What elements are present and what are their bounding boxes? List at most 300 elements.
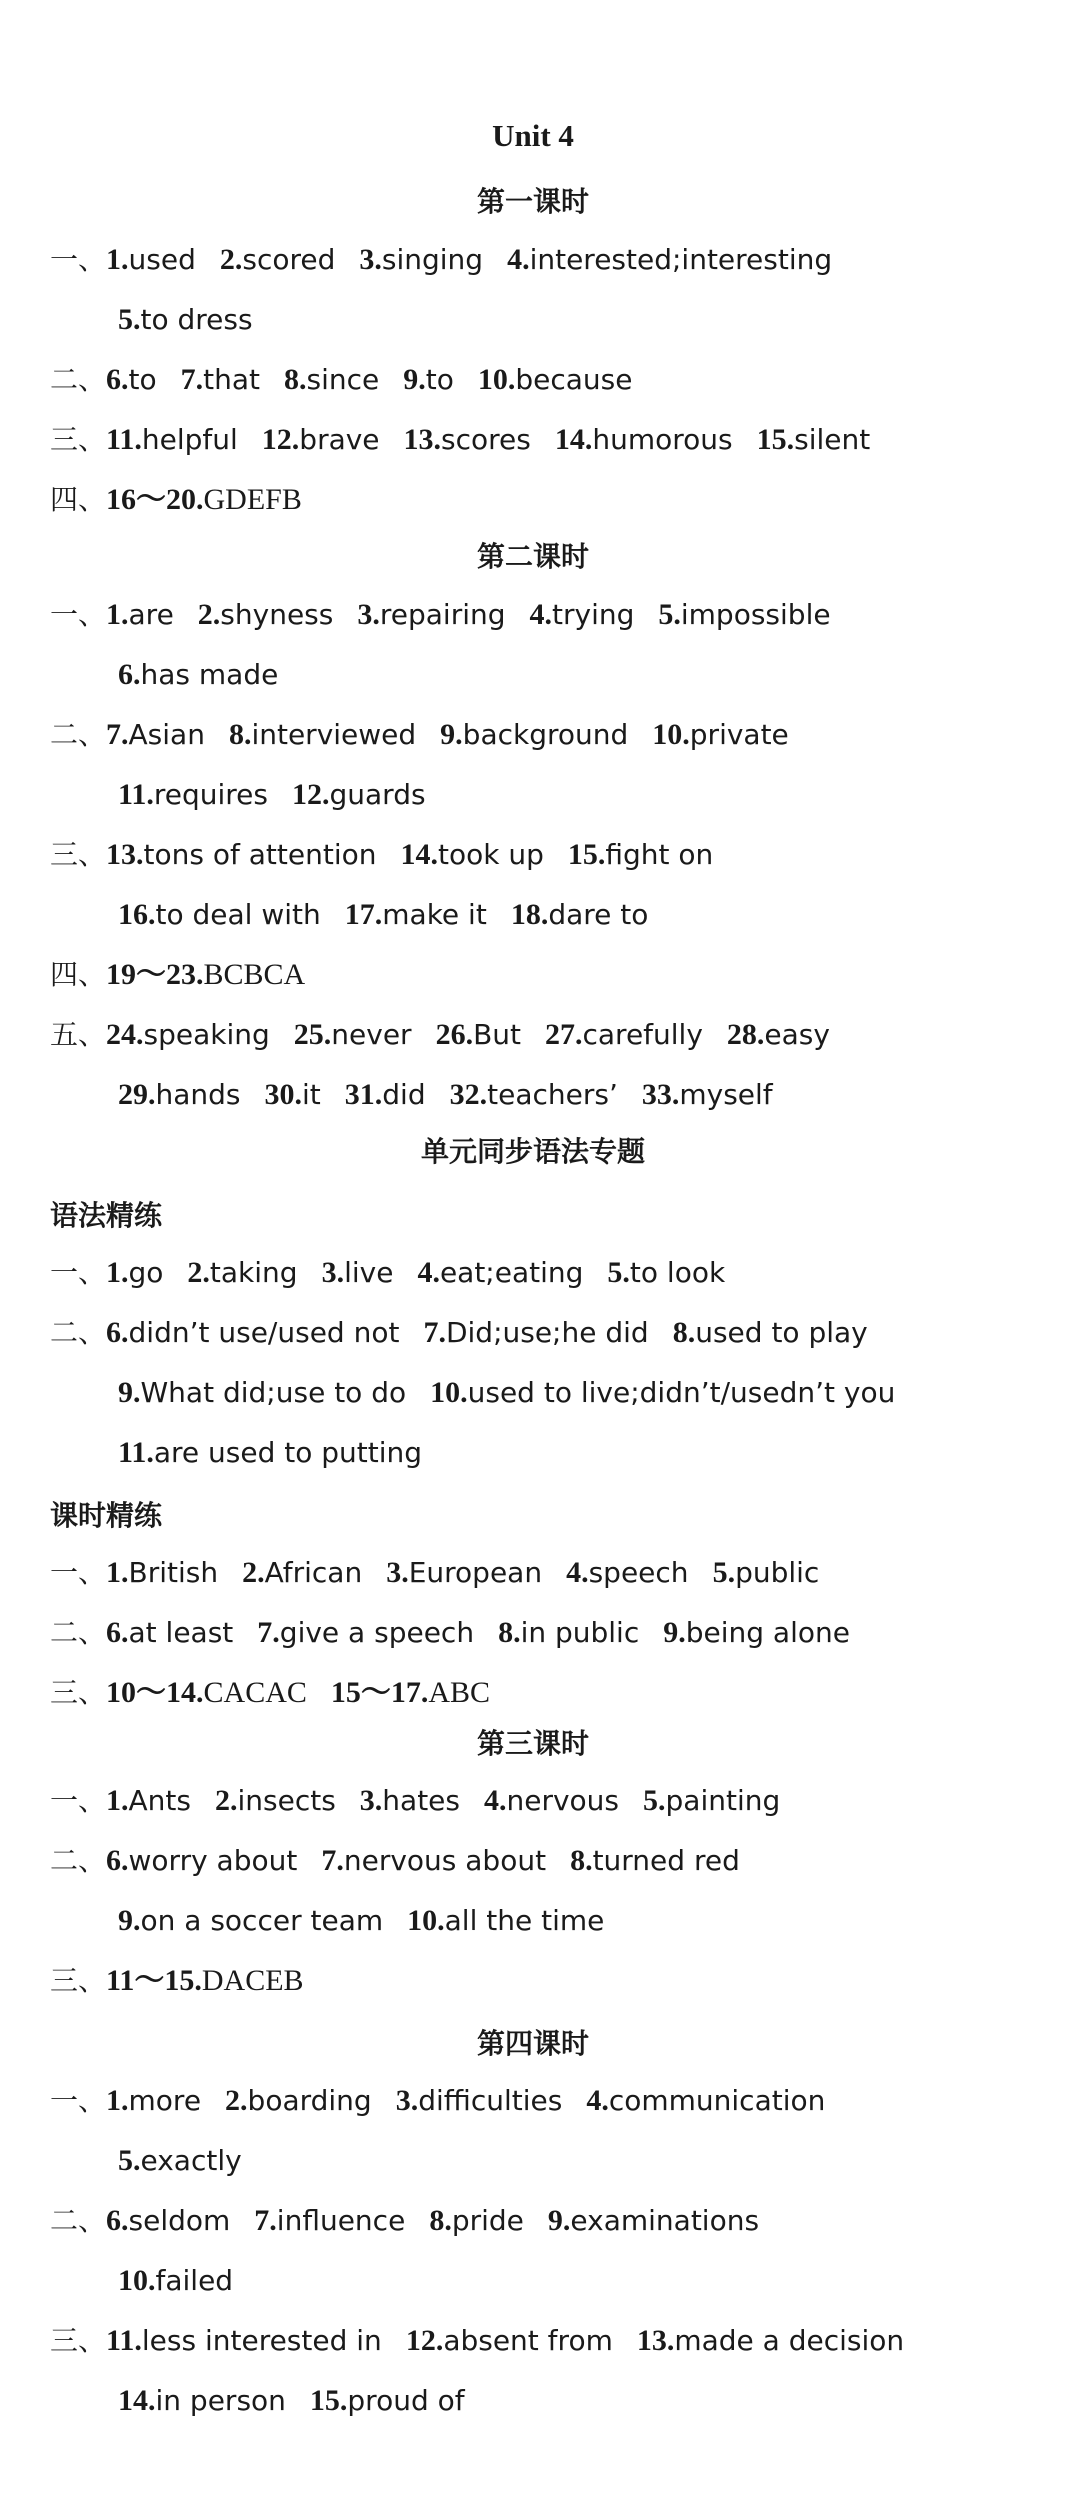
section-heading: 第一课时 [476, 185, 589, 218]
question-number: 5. [118, 2144, 141, 2177]
answer-text: that [203, 363, 260, 396]
answer-text: hands [155, 1078, 241, 1111]
question-number: 10. [477, 363, 516, 396]
answer-item [106, 718, 205, 751]
answer-item [404, 423, 531, 456]
answer-item [396, 2084, 563, 2117]
answer-line [50, 2206, 759, 2236]
question-number: 11～15. [106, 1964, 202, 1997]
answer-item [407, 1904, 604, 1937]
question-number: 26. [435, 1018, 474, 1051]
answer-line [50, 425, 870, 455]
answer-item [106, 2204, 230, 2237]
question-number: 14. [554, 423, 593, 456]
answer-item [254, 2204, 405, 2237]
answer-text: in public [520, 1616, 640, 1649]
answer-text: helpful [141, 423, 238, 456]
answer-item [106, 1616, 233, 1649]
answer-text: shyness [220, 598, 334, 631]
answer-line [118, 1438, 422, 1468]
answer-item [440, 718, 628, 751]
answer-line [50, 1678, 490, 1708]
question-number: 11. [118, 1436, 154, 1469]
question-number: 11. [118, 778, 154, 811]
answer-line [50, 1258, 725, 1288]
answer-text: absent from [443, 2324, 613, 2357]
answer-text: humorous [592, 423, 733, 456]
answer-text: tons of attention [143, 838, 377, 871]
question-number: 16～20. [106, 483, 204, 516]
question-number: 6. [106, 1844, 129, 1877]
answer-text: European [408, 1556, 543, 1589]
answer-text: impossible [680, 598, 831, 631]
answer-item [118, 1376, 406, 1409]
question-number: 5. [118, 303, 141, 336]
answer-line [50, 1846, 740, 1876]
part-number: 二、 [50, 1616, 107, 1649]
question-number: 4. [417, 1256, 440, 1289]
answer-text: myself [679, 1078, 773, 1111]
answer-line [118, 305, 253, 335]
answer-item [566, 1556, 688, 1589]
answer-item [403, 363, 454, 396]
answer-text: made a decision [674, 2324, 905, 2357]
answer-line [118, 660, 278, 690]
answer-item [345, 1078, 426, 1111]
answer-text: failed [155, 2264, 234, 2297]
answer-text: are [128, 598, 174, 631]
question-number: 7. [106, 718, 129, 751]
answer-text: repairing [379, 598, 506, 631]
answer-item [294, 1018, 412, 1051]
answer-item [106, 1256, 163, 1289]
answer-item [331, 1676, 490, 1709]
question-number: 8. [672, 1316, 696, 1349]
answer-item [359, 243, 483, 276]
subsection-label: 语法精练 [50, 1199, 163, 1232]
answer-item [321, 1844, 546, 1877]
answer-text: What did;use to do [140, 1376, 407, 1409]
question-number: 25. [293, 1018, 332, 1051]
answer-item [106, 1844, 297, 1877]
answer-item [386, 1556, 542, 1589]
answer-item [478, 363, 633, 396]
answer-line [50, 2326, 904, 2356]
answer-item [658, 598, 830, 631]
part-number: 一、 [50, 1784, 107, 1817]
question-number: 9. [118, 1376, 141, 1409]
answer-item [106, 598, 174, 631]
answer-item [545, 1018, 703, 1051]
answer-text: never [331, 1018, 412, 1051]
answer-item [727, 1018, 830, 1051]
answer-item [262, 423, 380, 456]
question-number: 5. [643, 1784, 666, 1817]
answer-item [637, 2324, 904, 2357]
answer-item [530, 598, 635, 631]
answer-item [406, 2324, 613, 2357]
answer-text: to [128, 363, 157, 396]
answer-item [257, 1616, 474, 1649]
answer-text: more [128, 2084, 202, 2117]
question-number: 10. [430, 1376, 468, 1409]
answer-item [118, 1904, 383, 1937]
answer-text: public [735, 1556, 820, 1589]
answer-item [642, 1078, 773, 1111]
answer-text: nervous about [343, 1844, 547, 1877]
question-number: 13. [636, 2324, 675, 2357]
answer-text: worry about [128, 1844, 298, 1877]
answer-line [50, 485, 302, 515]
question-number: 30. [264, 1078, 303, 1111]
answer-line [50, 1966, 304, 1996]
answer-item [106, 483, 302, 516]
answer-text: communication [608, 2084, 826, 2117]
answer-text: But [473, 1018, 521, 1051]
answer-item [360, 1784, 460, 1817]
answer-text: being alone [685, 1616, 850, 1649]
answer-line [50, 720, 789, 750]
part-number: 一、 [50, 1256, 107, 1289]
answer-text: nervous [506, 1784, 620, 1817]
part-number: 一、 [50, 1556, 107, 1589]
part-number: 一、 [50, 598, 107, 631]
question-number: 4. [484, 1784, 507, 1817]
question-number: 9. [403, 363, 426, 396]
answer-text: dare to [548, 898, 649, 931]
unit-title: Unit 4 [492, 118, 574, 153]
question-number: 6. [118, 658, 141, 691]
part-number: 三、 [50, 2324, 107, 2357]
answer-item [607, 1256, 725, 1289]
answer-text: eat;eating [439, 1256, 584, 1289]
question-number: 15. [567, 838, 606, 871]
answer-item [450, 1078, 618, 1111]
answer-text: ABC [428, 1676, 491, 1709]
answer-text: speaking [143, 1018, 270, 1051]
part-number: 二、 [50, 718, 107, 751]
question-number: 7. [257, 1616, 280, 1649]
answer-item [568, 838, 713, 871]
question-number: 13. [403, 423, 442, 456]
answer-item [106, 1556, 218, 1589]
question-number: 1. [106, 1256, 129, 1289]
answer-item [118, 303, 253, 336]
answer-text: since [306, 363, 380, 396]
part-number: 一、 [50, 2084, 107, 2117]
answer-text: CACAC [203, 1676, 307, 1709]
answer-item [265, 1078, 321, 1111]
answer-item [322, 1256, 394, 1289]
answer-item [663, 1616, 850, 1649]
answer-text: because [515, 363, 633, 396]
answer-text: Did;use;he did [445, 1316, 649, 1349]
question-number: 5. [712, 1556, 736, 1589]
section-heading: 单元同步语法专题 [420, 1135, 645, 1168]
answer-text: carefully [582, 1018, 703, 1051]
answer-item [106, 1964, 304, 1997]
answer-text: hates [382, 1784, 460, 1817]
section-heading: 第二课时 [476, 540, 589, 573]
answer-line [50, 1618, 850, 1648]
answer-item [229, 718, 416, 751]
answer-item [643, 1784, 780, 1817]
answer-text: BCBCA [203, 958, 306, 991]
answer-line [50, 840, 713, 870]
answer-line [118, 1906, 604, 1936]
answer-text: boarding [247, 2084, 372, 2117]
question-number: 28. [726, 1018, 765, 1051]
answer-text: private [689, 718, 789, 751]
answer-text: to look [629, 1256, 726, 1289]
question-number: 7. [423, 1316, 446, 1349]
question-number: 9. [663, 1616, 686, 1649]
answer-item [417, 1256, 583, 1289]
answer-text: speech [588, 1556, 689, 1589]
question-number: 4. [586, 2084, 609, 2117]
answer-text: insects [237, 1784, 336, 1817]
answer-item [106, 1784, 191, 1817]
question-number: 33. [641, 1078, 680, 1111]
answer-line [118, 900, 648, 930]
answer-item [400, 838, 543, 871]
question-number: 2. [197, 598, 221, 631]
question-number: 5. [607, 1256, 630, 1289]
answer-item [673, 1316, 868, 1349]
answer-line [118, 2146, 242, 2176]
question-number: 11. [106, 423, 142, 456]
answer-line [118, 2386, 465, 2416]
question-number: 8. [498, 1616, 521, 1649]
question-number: 1. [106, 2084, 129, 2117]
answer-text: used [128, 243, 196, 276]
answer-item [242, 1556, 362, 1589]
answer-text: all the time [444, 1904, 605, 1937]
answer-line [118, 1378, 895, 1408]
answer-text: singing [381, 243, 484, 276]
answer-item [118, 1078, 241, 1111]
question-number: 13. [106, 838, 144, 871]
answer-item [118, 2384, 286, 2417]
answer-text: seldom [128, 2204, 231, 2237]
answer-text: fight on [605, 838, 714, 871]
answer-line [50, 2086, 825, 2116]
answer-item [555, 423, 733, 456]
question-number: 6. [106, 363, 129, 396]
part-number: 三、 [50, 423, 107, 456]
answer-item [187, 1256, 297, 1289]
answer-text: took up [437, 838, 544, 871]
answer-text: has made [140, 658, 279, 691]
answer-item [757, 423, 871, 456]
answer-text: in person [155, 2384, 286, 2417]
question-number: 17. [344, 898, 383, 931]
question-number: 7. [254, 2204, 277, 2237]
part-number: 三、 [50, 1964, 107, 1997]
answer-item [198, 598, 334, 631]
answer-text: background [462, 718, 629, 751]
question-number: 32. [449, 1078, 488, 1111]
answer-text: live [344, 1256, 394, 1289]
answer-item [484, 1784, 619, 1817]
answer-text: give a speech [279, 1616, 475, 1649]
answer-text: to deal with [155, 898, 321, 931]
subsection-label: 课时精练 [50, 1499, 163, 1532]
question-number: 1. [106, 598, 129, 631]
answer-item [106, 1018, 270, 1051]
question-number: 6. [106, 1316, 129, 1349]
answer-item [511, 898, 649, 931]
answer-text: to dress [140, 303, 253, 336]
answer-text: did [382, 1078, 426, 1111]
part-number: 二、 [50, 2204, 107, 2237]
question-number: 8. [284, 363, 307, 396]
answer-line [50, 1020, 830, 1050]
answer-text: scored [242, 243, 336, 276]
question-number: 8. [570, 1844, 593, 1877]
question-number: 4. [507, 243, 530, 276]
question-number: 1. [106, 243, 129, 276]
answer-text: painting [665, 1784, 781, 1817]
answer-item [345, 898, 487, 931]
answer-text: Ants [128, 1784, 191, 1817]
question-number: 3. [395, 2084, 419, 2117]
answer-item [586, 2084, 825, 2117]
question-number: 9. [440, 718, 463, 751]
answer-text: exactly [140, 2144, 242, 2177]
answer-item [106, 1676, 307, 1709]
question-number: 31. [344, 1078, 383, 1111]
question-number: 2. [187, 1256, 210, 1289]
question-number: 2. [219, 243, 243, 276]
answer-line [118, 780, 426, 810]
question-number: 11. [106, 2324, 142, 2357]
answer-text: trying [552, 598, 635, 631]
answer-item [430, 1376, 895, 1409]
question-number: 10～14. [106, 1676, 204, 1709]
answer-item [106, 423, 238, 456]
answer-item [106, 2324, 382, 2357]
question-number: 6. [106, 1616, 129, 1649]
question-number: 15. [309, 2384, 348, 2417]
answer-text: GDEFB [203, 483, 302, 516]
question-number: 7. [180, 363, 204, 396]
answer-text: it [302, 1078, 321, 1111]
question-number: 2. [225, 2084, 248, 2117]
question-number: 6. [106, 2204, 129, 2237]
answer-line [118, 2266, 233, 2296]
answer-text: difficulties [418, 2084, 563, 2117]
question-number: 3. [359, 243, 382, 276]
answer-item [118, 1436, 422, 1469]
answer-item [357, 598, 505, 631]
answer-item [106, 363, 157, 396]
question-number: 1. [106, 1556, 129, 1589]
question-number: 3. [357, 598, 380, 631]
answer-text: turned red [592, 1844, 740, 1877]
answer-line [50, 365, 632, 395]
question-number: 27. [545, 1018, 583, 1051]
part-number: 五、 [50, 1018, 107, 1051]
answer-text: silent [794, 423, 871, 456]
question-number: 3. [321, 1256, 345, 1289]
question-number: 14. [400, 838, 438, 871]
part-number: 二、 [50, 1316, 107, 1349]
answer-item [436, 1018, 521, 1051]
answer-text: at least [128, 1616, 234, 1649]
question-number: 12. [261, 423, 300, 456]
answer-text: used to play [695, 1316, 868, 1349]
answer-text: are used to putting [153, 1436, 423, 1469]
answer-line [118, 1080, 773, 1110]
answer-text: used to live;didn’t/usedn’t you [467, 1376, 896, 1409]
answer-item [106, 1316, 399, 1349]
question-number: 10. [652, 718, 690, 751]
answer-item [106, 958, 305, 991]
answer-item [225, 2084, 372, 2117]
question-number: 15. [756, 423, 795, 456]
answer-item [498, 1616, 639, 1649]
answer-text: less interested in [141, 2324, 382, 2357]
part-number: 三、 [50, 838, 107, 871]
answer-item [423, 1316, 648, 1349]
question-number: 9. [118, 1904, 141, 1937]
part-number: 一、 [50, 243, 107, 276]
answer-text: easy [764, 1018, 830, 1051]
answer-line [50, 960, 305, 990]
answer-item [106, 2084, 201, 2117]
answer-item [181, 363, 260, 396]
answer-text: didn’t use/used not [128, 1316, 400, 1349]
question-number: 3. [359, 1784, 383, 1817]
answer-item [106, 838, 376, 871]
part-number: 二、 [50, 1844, 107, 1877]
question-number: 4. [566, 1556, 589, 1589]
answer-text: interested;interesting [529, 243, 833, 276]
answer-text: brave [299, 423, 380, 456]
answer-text: DACEB [201, 1964, 304, 1997]
question-number: 8. [228, 718, 252, 751]
part-number: 四、 [50, 483, 107, 516]
answer-item [118, 898, 321, 931]
answer-text: African [264, 1556, 363, 1589]
question-number: 16. [118, 898, 156, 931]
answer-line [50, 245, 832, 275]
answer-item [118, 2144, 242, 2177]
answer-item [284, 363, 379, 396]
answer-text: on a soccer team [140, 1904, 384, 1937]
answer-text: proud of [347, 2384, 465, 2417]
question-number: 15～17. [330, 1676, 429, 1709]
part-number: 二、 [50, 363, 107, 396]
question-number: 2. [242, 1556, 265, 1589]
question-number: 12. [292, 778, 330, 811]
answer-text: examinations [570, 2204, 760, 2237]
section-heading: 第四课时 [476, 2027, 589, 2060]
answer-line [50, 1318, 868, 1348]
answer-text: Asian [128, 718, 205, 751]
question-number: 5. [658, 598, 681, 631]
question-number: 10. [407, 1904, 445, 1937]
question-number: 18. [510, 898, 549, 931]
answer-text: British [128, 1556, 219, 1589]
answer-text: taking [209, 1256, 298, 1289]
question-number: 29. [118, 1078, 156, 1111]
question-number: 24. [106, 1018, 144, 1051]
question-number: 10. [118, 2264, 156, 2297]
answer-text: guards [329, 778, 426, 811]
answer-item [118, 658, 278, 691]
